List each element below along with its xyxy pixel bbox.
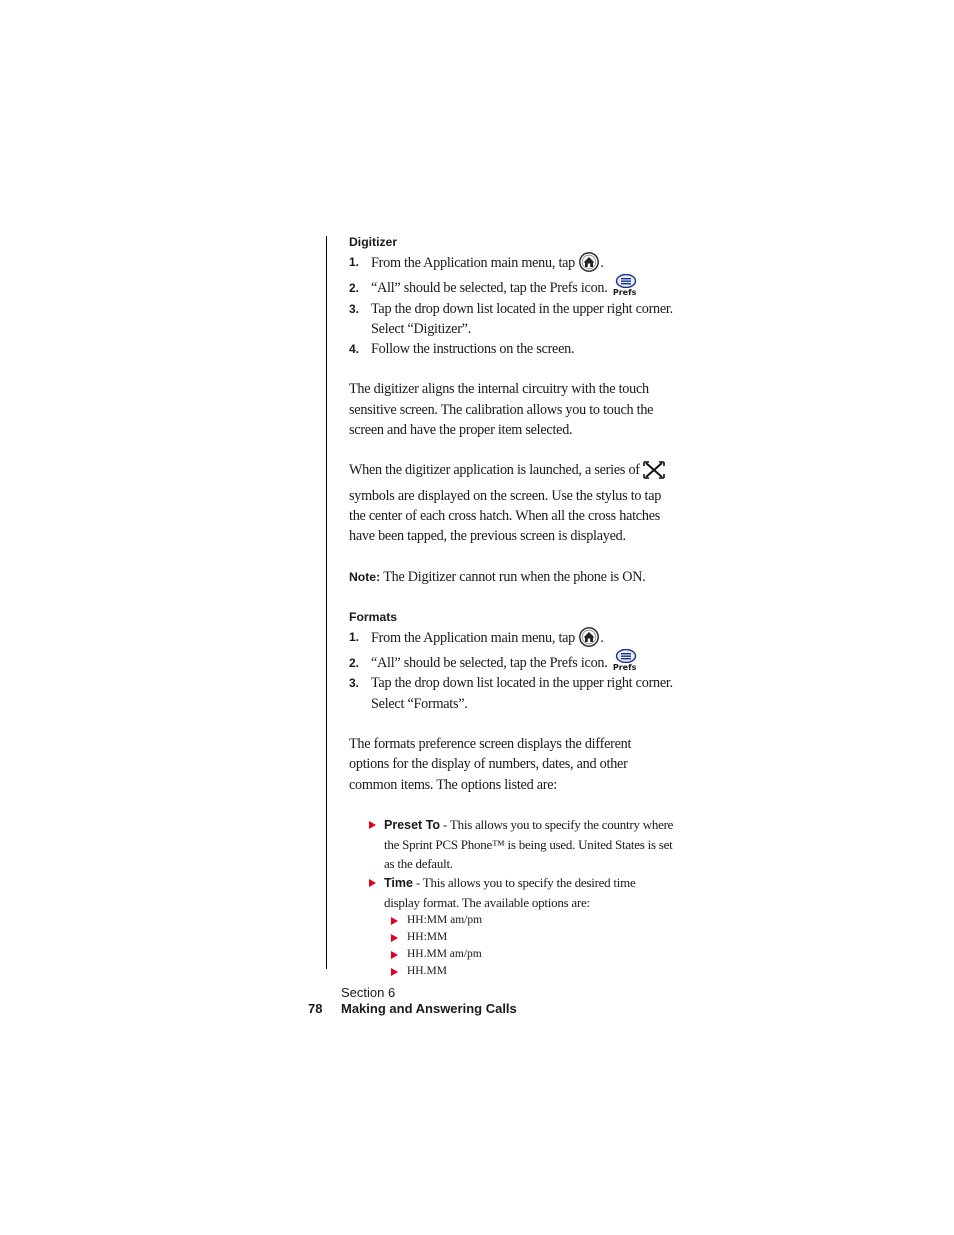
home-icon: [578, 627, 600, 653]
step-number: 2.: [349, 656, 360, 671]
note-text: The Digitizer cannot run when the phone is ON.: [383, 568, 646, 585]
step-text: “All” should be selected, tap the Prefs icon.: [371, 655, 608, 672]
step-text: Tap the drop down list located in the upper right corner. Select “Digitizer”.: [371, 300, 673, 337]
digitizer-step-2: [349, 278, 674, 298]
step-number: 2.: [349, 281, 360, 296]
spacer: [349, 547, 674, 567]
step-number: 1.: [349, 629, 360, 644]
time-format-options: [349, 912, 674, 980]
red-triangle-bullet-icon: [391, 968, 398, 976]
formats-paragraph: The formats preference screen displays the different options for the display of numbers, dates, and other common items. The options listed are:: [349, 736, 632, 793]
digitizer-step-4: [349, 339, 674, 359]
digitizer-steps: [349, 252, 674, 359]
time-option: HH:MM am/pm: [407, 913, 483, 926]
formats-step-3: [349, 673, 674, 714]
step-text: Tap the drop down list located in the upper right corner. Select “Formats”.: [371, 675, 673, 712]
step-number: 3.: [349, 676, 360, 691]
time-option: HH.MM am/pm: [407, 947, 482, 960]
spacer: [349, 714, 674, 734]
red-triangle-bullet-icon: [369, 879, 376, 887]
time-option: HH:MM: [407, 930, 448, 943]
prefs-icon-caption: Prefs: [612, 663, 637, 673]
spacer: [349, 359, 674, 379]
digitizer-heading: Digitizer: [349, 235, 398, 249]
digitizer-note: [349, 567, 674, 587]
formats-options-list: [349, 815, 674, 912]
step-number: 1.: [349, 255, 360, 269]
cross-hatch-icon: [643, 461, 665, 485]
margin-rule: [326, 236, 327, 969]
list-item: [349, 929, 674, 946]
list-item: [349, 912, 674, 929]
list-item: [349, 815, 674, 873]
step-suffix: .: [600, 629, 604, 646]
footer-chapter-title: Making and Answering Calls: [341, 1001, 517, 1016]
spacer: [349, 440, 674, 460]
spacer: [349, 795, 674, 815]
formats-step-2: [349, 653, 674, 673]
paragraph-end: symbols are displayed on the screen. Use the stylus to tap the center of each cross hatch. When all the cross hatches have been tapped, the previous screen is displayed.: [349, 487, 662, 545]
digitizer-step-3: [349, 299, 674, 340]
time-option: HH.MM: [407, 964, 447, 977]
step-suffix: .: [600, 255, 604, 271]
option-title: Preset To: [384, 817, 441, 832]
prefs-icon: [612, 653, 637, 673]
page-number: 78: [308, 1001, 323, 1016]
note-label: Note:: [349, 569, 381, 584]
list-item: [349, 946, 674, 963]
content-column: [349, 232, 674, 980]
formats-heading: Formats: [349, 609, 398, 624]
step-text: “All” should be selected, tap the Prefs icon.: [371, 280, 608, 297]
formats-steps: [349, 627, 674, 714]
digitizer-paragraph-1: The digitizer aligns the internal circuitry with the touch sensitive screen. The calibration allows you to touch the screen and have the proper item selected.: [349, 381, 654, 439]
footer-section-label: Section 6: [341, 985, 396, 1000]
list-item: [349, 963, 674, 980]
red-triangle-bullet-icon: [391, 951, 398, 959]
option-text: - This allows you to specify the country where the Sprint PCS Phone™ is being used. United States is set as the default.: [384, 816, 674, 871]
prefs-icon: [612, 278, 637, 298]
red-triangle-bullet-icon: [369, 821, 376, 829]
option-text: - This allows you to specify the desired time display format. The available options are:: [384, 874, 636, 910]
red-triangle-bullet-icon: [391, 934, 398, 942]
paragraph-start: When the digitizer application is launched, a series of: [349, 462, 640, 479]
step-text: From the Application main menu, tap: [371, 629, 576, 646]
spacer: [349, 587, 674, 607]
list-item: [349, 873, 674, 912]
home-icon: [578, 252, 600, 278]
digitizer-paragraph-2: [349, 460, 674, 546]
step-number: 4.: [349, 342, 360, 357]
red-triangle-bullet-icon: [391, 917, 398, 925]
step-text: From the Application main menu, tap: [371, 255, 576, 271]
step-number: 3.: [349, 301, 360, 316]
option-title: Time: [384, 875, 413, 890]
prefs-icon-caption: Prefs: [612, 288, 637, 298]
step-text: Follow the instructions on the screen.: [371, 341, 575, 358]
